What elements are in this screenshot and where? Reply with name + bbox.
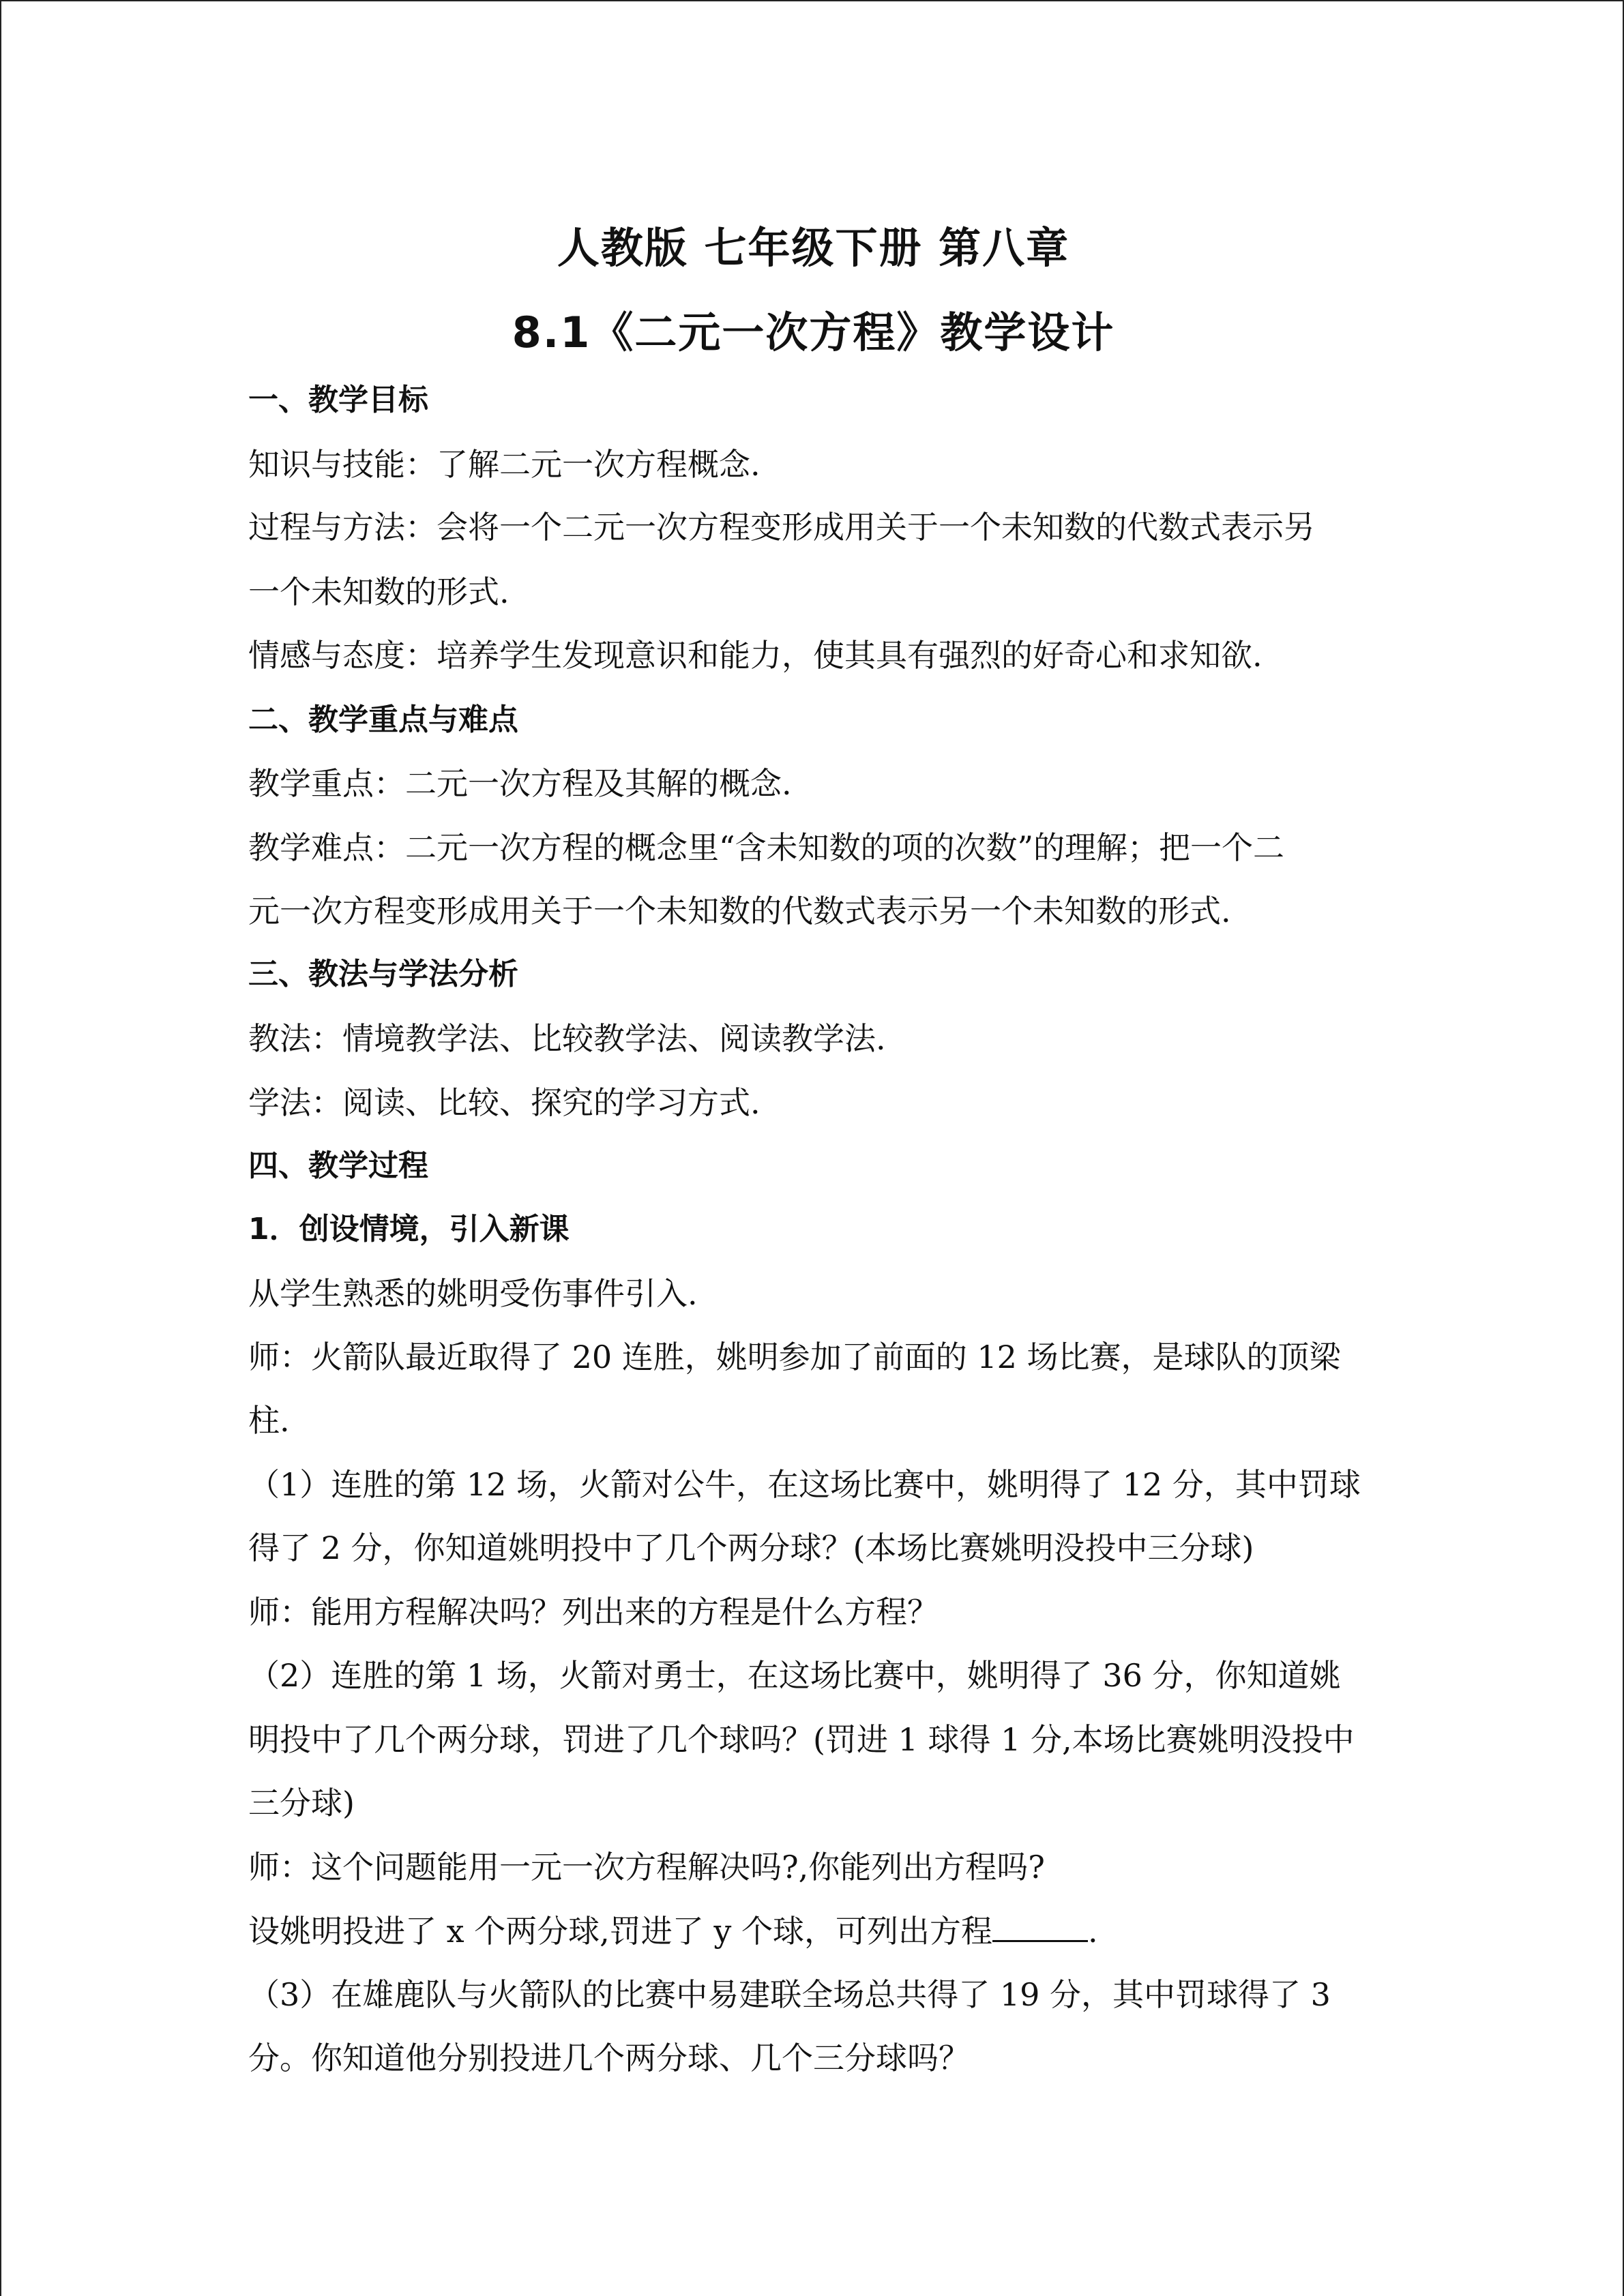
paragraph-line: 学法：阅读、比较、探究的学习方式. (248, 1084, 761, 1121)
paragraph-line: 过程与方法：会将一个二元一次方程变形成用关于一个未知数的代数式表示另 (248, 509, 1315, 546)
subsection-heading: 1．创设情境，引入新课 (248, 1212, 570, 1247)
document-title-line2: 8.1《二元一次方程》教学设计 (512, 308, 1115, 357)
paragraph-line: 情感与态度：培养学生发现意识和能力，使其具有强烈的好奇心和求知欲. (248, 637, 1263, 674)
paragraph-line: 元一次方程变形成用关于一个未知数的代数式表示另一个未知数的形式. (248, 893, 1231, 929)
section-heading-goals: 一、教学目标 (248, 383, 428, 417)
answer-blank (992, 1910, 1088, 1942)
equation-prompt-text: 设姚明投进了 x 个两分球,罚进了 y 个球，可列出方程 (248, 1913, 993, 1950)
paragraph-line: 教学重点：二元一次方程及其解的概念. (248, 765, 792, 802)
paragraph-line: 得了 2 分，你知道姚明投中了几个两分球？(本场比赛姚明没投中三分球) (248, 1530, 1254, 1566)
paragraph-line: 从学生熟悉的姚明受伤事件引入. (248, 1275, 698, 1312)
paragraph-line: 知识与技能：了解二元一次方程概念. (248, 446, 761, 483)
paragraph-line: 师：火箭队最近取得了 20 连胜，姚明参加了前面的 12 场比赛，是球队的顶梁 (248, 1339, 1341, 1375)
paragraph-line: 分。你知道他分别投进几个两分球、几个三分球吗？ (248, 2040, 970, 2076)
document-title-line1: 人教版 七年级下册 第八章 (557, 223, 1070, 273)
paragraph-line: 师：能用方程解决吗？列出来的方程是什么方程？ (248, 1594, 939, 1630)
section-heading-process: 四、教学过程 (248, 1148, 428, 1183)
paragraph-line: 师：这个问题能用一元一次方程解决吗?,你能列出方程吗? (248, 1849, 1045, 1885)
paragraph-line: 三分球) (248, 1785, 355, 1821)
paragraph-line: （2）连胜的第 1 场，火箭对勇士，在这场比赛中，姚明得了 36 分，你知道姚 (248, 1657, 1341, 1694)
equation-prompt-end: . (1088, 1913, 1098, 1950)
paragraph-line: 教学难点：二元一次方程的概念里“含未知数的项的次数”的理解；把一个二 (248, 829, 1285, 866)
section-heading-key-points: 二、教学重点与难点 (248, 702, 518, 737)
paragraph-line: （1）连胜的第 12 场，火箭对公牛，在这场比赛中，姚明得了 12 分，其中罚球 (248, 1466, 1361, 1503)
paragraph-line: 教法：情境教学法、比较教学法、阅读教学法. (248, 1020, 886, 1057)
paragraph-line: 一个未知数的形式. (248, 573, 510, 610)
paragraph-line: 柱. (248, 1402, 290, 1439)
paragraph-line: 明投中了几个两分球，罚进了几个球吗？(罚进 1 球得 1 分,本场比赛姚明没投中 (248, 1721, 1355, 1758)
section-heading-methods: 三、教法与学法分析 (248, 957, 518, 992)
paragraph-line: （3）在雄鹿队与火箭队的比赛中易建联全场总共得了 19 分，其中罚球得了 3 (248, 1976, 1331, 2013)
paragraph-line-with-blank (248, 1910, 1394, 1952)
